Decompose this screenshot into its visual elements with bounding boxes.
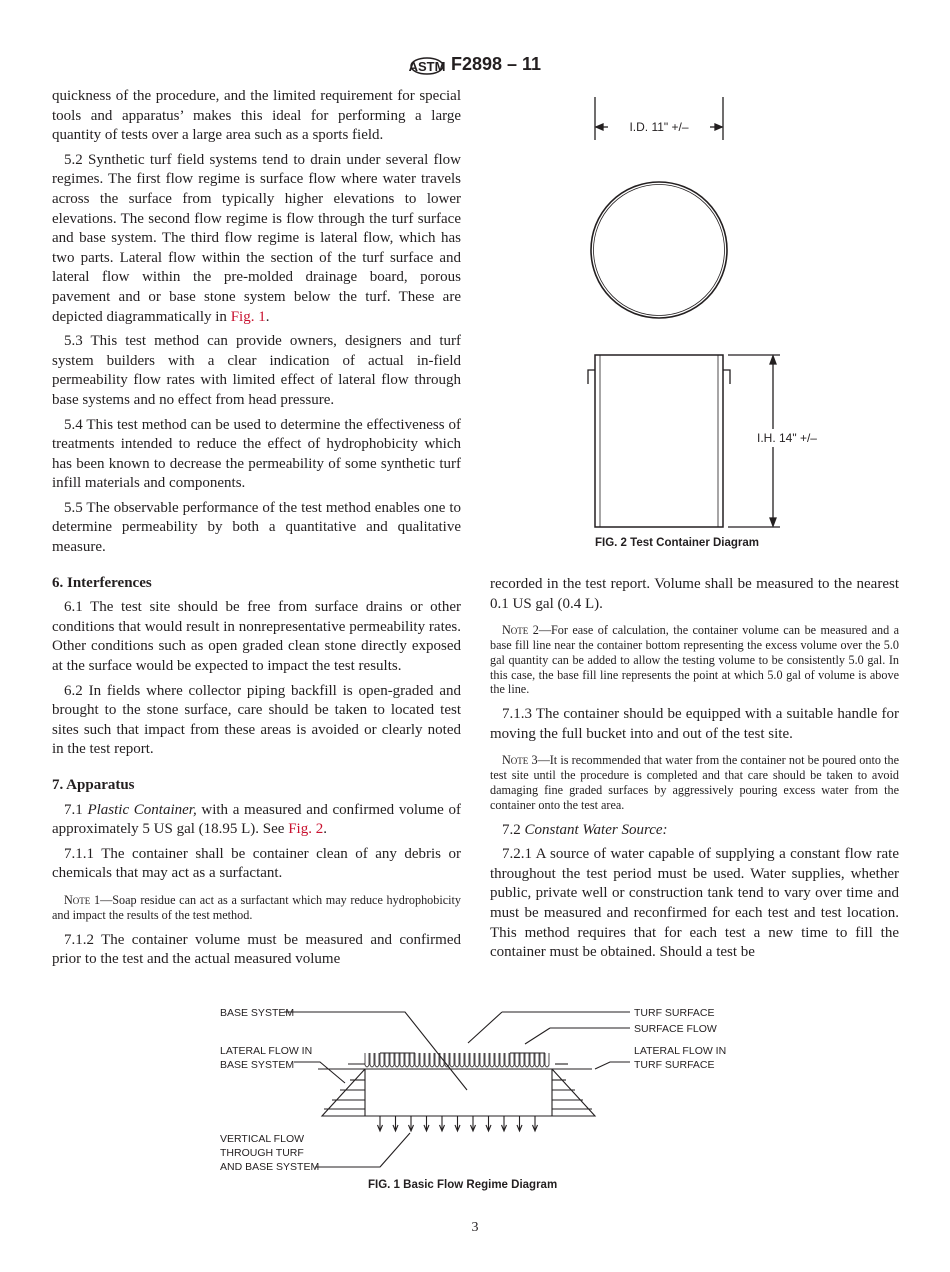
turf-fibers — [365, 1053, 549, 1067]
turf-fiber — [405, 1053, 409, 1067]
leader-lines — [284, 1012, 630, 1167]
right-column — [490, 575, 899, 968]
fig2-container-diagram — [560, 95, 820, 535]
left-column — [52, 87, 461, 975]
inner-diameter-label: I.D. 11" +/– — [629, 120, 689, 134]
paragraph: recorded in the test report. Volume shall be measured to the nearest 0.1 US gal (0.4 L). — [490, 576, 899, 612]
container-side-view — [595, 355, 723, 527]
turf-fiber — [390, 1053, 394, 1067]
section-heading-7: 7. Apparatus — [52, 777, 135, 793]
turf-fiber — [500, 1053, 504, 1067]
down-arrow — [424, 1116, 429, 1131]
turf-fiber — [450, 1053, 454, 1067]
handle-left — [588, 370, 595, 384]
fig2-caption: FIG. 2 Test Container Diagram — [595, 537, 760, 549]
turf-fiber — [365, 1053, 369, 1067]
svg-text:ASTM: ASTM — [408, 59, 445, 74]
down-arrow — [440, 1116, 445, 1131]
down-arrow — [471, 1116, 476, 1131]
label-lateral-base-2: BASE SYSTEM — [220, 1059, 295, 1071]
vertical-flow-arrows — [378, 1116, 538, 1131]
note-3 — [490, 753, 899, 812]
label-base-system: BASE SYSTEM — [220, 1007, 295, 1019]
turf-fiber — [465, 1053, 469, 1067]
page-number: 3 — [471, 1220, 479, 1235]
text: —For ease of calculation, the container volume can be measured and a base fill line near the container bottom representing the excess volume over the 5.0 gal quantity can be added to allow the testing volume to be consistently 5.0 gal. In this case, the base fill line represents the point at which 5.0 gal of volume is above the line. — [490, 623, 900, 697]
turf-fiber — [505, 1053, 509, 1067]
note-2 — [490, 623, 899, 697]
down-arrow — [486, 1116, 491, 1131]
container-top-view — [591, 182, 727, 318]
paragraph-7-1-2: 7.1.2 The container volume must be measured and confirmed prior to the test and the actual measured volume — [52, 931, 461, 968]
text: —Soap residue can act as a surfactant which may reduce hydrophobicity and impact the results of the test method. — [52, 892, 462, 922]
fig2-link[interactable]: Fig. 2 — [288, 821, 324, 838]
paragraph-7-2-1: 7.2.1 A source of water capable of supplying a constant flow rate throughout the test period must be used. Water supplies, whether public, private well or construction tank tend to vary over time and must be measured and reconfirmed for each test and test location. This method requires that for each test a new time to fill the container must be obtained. Should a test be — [490, 846, 899, 961]
paragraph-7-1-3: 7.1.3 The container should be equipped with a suitable handle for moving the full bucket into and out of the test site. — [490, 706, 899, 742]
label-turf-surface: TURF SURFACE — [634, 1007, 715, 1019]
down-arrow — [502, 1116, 507, 1131]
paragraph-6-2: 6.2 In fields where collector piping backfill is open-graded and brought to the stone surface, care should be taken to located test sites such that impact from these areas is avoided or clearly noted in the test report. — [52, 682, 461, 758]
turf-fiber — [495, 1053, 499, 1067]
note-label: Note 3 — [502, 753, 538, 768]
down-arrow — [455, 1116, 460, 1131]
turf-fiber — [400, 1053, 404, 1067]
page-header — [0, 52, 950, 78]
text: Plastic Container, — [87, 801, 197, 818]
turf-fiber — [380, 1053, 384, 1067]
label-lateral-base-1: LATERAL FLOW IN — [220, 1045, 313, 1057]
turf-fiber — [430, 1053, 434, 1067]
label-lateral-turf-1: LATERAL FLOW IN — [634, 1045, 727, 1057]
turf-fiber — [435, 1053, 439, 1067]
paragraph-5-4: 5.4 This test method can be used to determine the effectiveness of treatments intended to reduce the effect of hydrophobicity which has been known to decrease the permeability of some synthetic turf infill materials and components. — [52, 416, 461, 492]
paragraph-5-2: 5.2 Synthetic turf field systems tend to drain under several flow regimes. The first flow regime is surface flow where water travels across the surface from typically higher elevations to lower elevations. The second flow regime is flow through the turf surface and base system. The third flow regime is lateral flow, which has two parts. Lateral flow within the section of the turf surface and lateral flow within the pre-molded drainage board, porous pavement and or base stone system below the turf. These are depicted diagrammatically in Fig. 1. — [52, 151, 461, 325]
turf-fiber — [410, 1053, 414, 1067]
astm-logo-icon — [409, 52, 445, 78]
text: —It is recommended that water from the container not be poured onto the test site until the procedure is completed and that care should be taken to avoid damaging fine graded surfaces by aggressively pouring excess water from the container onto the test area. — [490, 753, 900, 812]
standard-designation: F2898 – 11 — [450, 53, 542, 74]
down-arrow — [378, 1116, 383, 1131]
text: Constant Water Source: — [524, 821, 668, 838]
handle-right — [723, 370, 730, 384]
down-arrow — [533, 1116, 538, 1131]
turf-fiber — [460, 1053, 464, 1067]
turf-fiber — [540, 1053, 544, 1067]
turf-fiber — [545, 1053, 549, 1067]
label-vertical-1: VERTICAL FLOW — [220, 1133, 305, 1145]
turf-fiber — [490, 1053, 494, 1067]
note-1 — [52, 893, 461, 923]
label-lateral-turf-2: TURF SURFACE — [634, 1059, 715, 1071]
text: 5.2 Synthetic turf field systems tend to drain under several flow regimes. The first flow regime is surface flow where water travels across the surface from typically higher elevations to lower elevations. The second flow regime is flow through the turf surface and base system. The third flow regime is lateral flow, which has two parts. Lateral flow within the section of the turf surface and lateral flow within the pre-molded drainage board, porous pavement and or base stone system below the turf. These are depicted diagrammatically in — [52, 151, 461, 325]
turf-fiber — [520, 1053, 524, 1067]
turf-fiber — [420, 1053, 424, 1067]
turf-fiber — [375, 1053, 379, 1067]
text: 7.1 — [64, 801, 88, 818]
paragraph-6-1: 6.1 The test site should be free from surface drains or other conditions that would result in nonrepresentative permeability rates. Other conditions such as open graded clean stone directly exposed at the surface would be expected to impact the test results. — [52, 599, 461, 675]
paragraph-5-5: 5.5 The observable performance of the test method enables one to determine permeability by both a quantitative and qualitative measure. — [52, 499, 461, 556]
fig1-caption: FIG. 1 Basic Flow Regime Diagram — [368, 1179, 558, 1191]
turf-fiber — [530, 1053, 534, 1067]
turf-fiber — [515, 1053, 519, 1067]
down-arrow — [409, 1116, 414, 1131]
label-vertical-2: THROUGH TURF — [220, 1147, 304, 1159]
fig1-flow-regime-diagram — [210, 995, 750, 1175]
paragraph-7-1: 7.1 Plastic Container, with a measured and confirmed volume of approximately 5 US gal (18.95 L). See Fig. 2. — [52, 801, 462, 838]
paragraph: quickness of the procedure, and the limited requirement for special tools and apparatus’ makes this ideal for performing a large quantity of tests over a large area such as a sports field. — [52, 88, 461, 144]
turf-fiber — [485, 1053, 489, 1067]
turf-fiber — [395, 1053, 399, 1067]
text: 7.2 — [502, 821, 525, 838]
turf-fiber — [370, 1053, 374, 1067]
label-surface-flow: SURFACE FLOW — [634, 1023, 717, 1035]
label-vertical-3: AND BASE SYSTEM — [220, 1161, 320, 1173]
paragraph-5-3: 5.3 This test method can provide owners, designers and turf system builders with a clear indication of actual in-field permeability flow rates with limited effect of lateral flow through base systems and no effect from head pressure. — [52, 333, 461, 408]
turf-fiber — [415, 1053, 419, 1067]
turf-fiber — [475, 1053, 479, 1067]
turf-fiber — [535, 1053, 539, 1067]
text: with a measured and confirmed volume of approximately 5 US gal (18.95 L). See — [52, 801, 462, 838]
paragraph-7-1-1: 7.1.1 The container shall be container clean of any debris or chemicals that may act as a surfactant. — [52, 845, 461, 882]
section-heading-6: 6. Interferences — [52, 574, 152, 591]
paragraph-7-2 — [490, 821, 899, 841]
turf-fiber — [455, 1053, 459, 1067]
turf-fiber — [525, 1053, 529, 1067]
turf-fiber — [510, 1053, 514, 1067]
down-arrow — [393, 1116, 398, 1131]
inner-height-label: I.H. 14" +/– — [757, 431, 817, 445]
note-label: Note 1 — [64, 892, 101, 907]
turf-fiber — [425, 1053, 429, 1067]
turf-fiber — [385, 1053, 389, 1067]
turf-fiber — [480, 1053, 484, 1067]
turf-fiber — [470, 1053, 474, 1067]
down-arrow — [517, 1116, 522, 1131]
note-label: Note 2 — [502, 623, 539, 638]
fig1-link[interactable]: Fig. 1 — [230, 308, 266, 325]
